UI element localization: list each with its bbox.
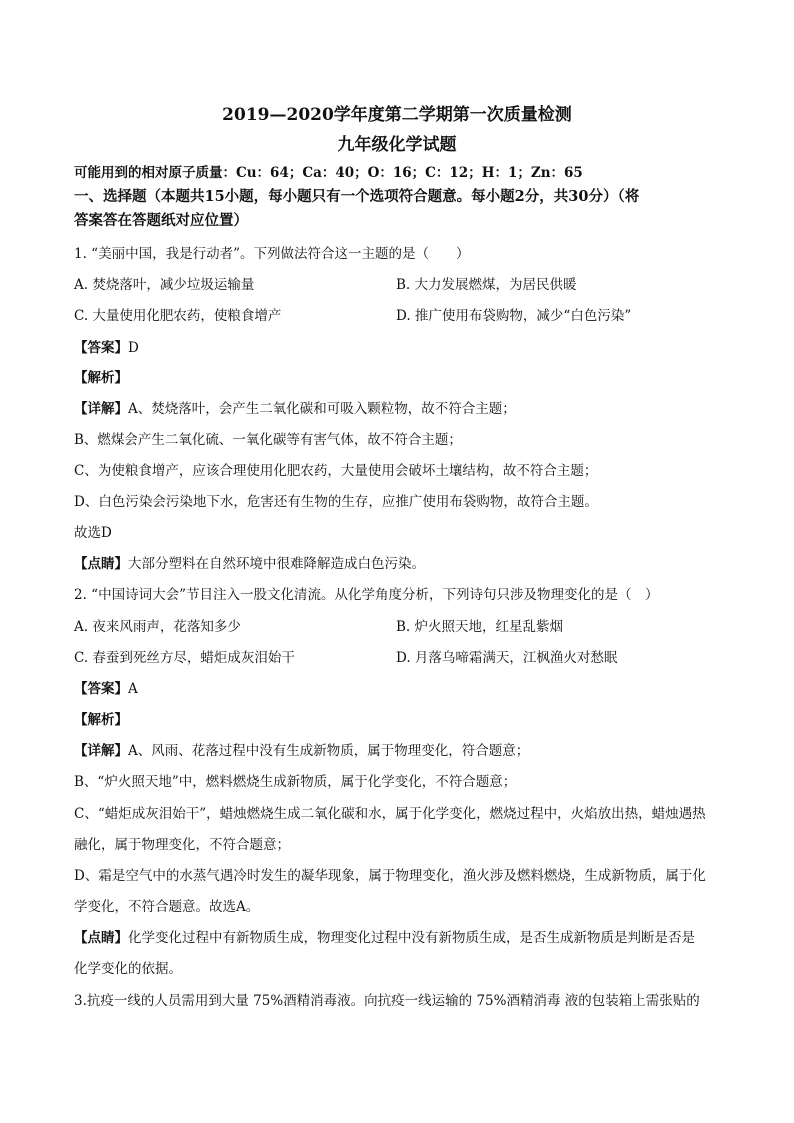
q2-stem: 2. “中国诗词大会”节目注入一股文化清流。从化学角度分析，下列诗句只涉及物理变化的是（ ） xyxy=(74,587,659,603)
section-heading-line1: 一、选择题（本题共15小题，每小题只有一个选项符合题意。每小题2分，共30分）（将 xyxy=(74,188,640,205)
detail-tag: 【详解】 xyxy=(74,401,128,417)
q1-detail-c: C、为使粮食增产，应该合理使用化肥农药，大量使用会破坏土壤结构，故不符合主题； xyxy=(74,463,598,479)
q2-answer xyxy=(74,679,734,699)
q1-detail-d: D、白色污染会污染地下水，危害还有生物的生存，应推广使用布袋购物，故符合主题。 xyxy=(74,494,598,510)
q2-note-line1 xyxy=(74,928,734,948)
note-tag: 【点睛】 xyxy=(74,930,128,946)
note-tag: 【点睛】 xyxy=(74,556,128,572)
q2-detail-a xyxy=(74,741,734,761)
detail-text: A、焚烧落叶，会产生二氧化碳和可吸入颗粒物，故不符合主题； xyxy=(128,401,516,417)
q1-conclusion: 故选D xyxy=(74,525,112,541)
atomic-masses: 可能用到的相对原子质量：Cu：64；Ca：40；O：16；C：12；H：1；Zn：65 xyxy=(74,165,583,181)
detail-text: A、风雨、花落过程中没有生成新物质，属于物理变化，符合题意； xyxy=(128,743,530,759)
note-text: 大部分塑料在自然环境中很难降解造成白色污染。 xyxy=(128,556,425,572)
q1-note xyxy=(74,554,734,574)
answer-tag: 【答案】 xyxy=(74,340,128,356)
q2-detail-d2: 学变化，不符合题意。故选A。 xyxy=(74,899,260,915)
q1-answer xyxy=(74,338,734,358)
note-text: 化学变化过程中有新物质生成，物理变化过程中没有新物质生成，是否生成新物质是判断是否是 xyxy=(128,930,695,946)
q3-stem: 3.抗疫一线的人员需用到大量 75%酒精消毒液。向抗疫一线运输的 75%酒精消毒 液的包装箱上需张贴的 xyxy=(74,993,700,1009)
q2-option-b: B. 炉火照天地，红星乱紫烟 xyxy=(396,619,564,635)
exam-title: 2019—2020学年度第二学期第一次质量检测 xyxy=(222,105,572,125)
answer-tag: 【答案】 xyxy=(74,681,128,697)
answer-value: A xyxy=(128,681,138,697)
q2-option-a: A. 夜来风雨声，花落知多少 xyxy=(74,619,241,635)
q1-detail-a xyxy=(74,399,734,419)
answer-value: D xyxy=(128,340,139,356)
q2-analysis-tag: 【解析】 xyxy=(74,712,128,728)
exam-subtitle: 九年级化学试题 xyxy=(337,135,457,155)
q2-detail-c1: C、“蜡炬成灰泪始干”，蜡烛燃烧生成二氧化碳和水，属于化学变化，燃烧过程中，火焰放出热，蜡烛遇热 xyxy=(74,806,706,822)
q1-option-d: D. 推广使用布袋购物，减少“白色污染” xyxy=(396,308,632,324)
q2-detail-d1: D、霜是空气中的水蒸气遇冷时发生的凝华现象，属于物理变化，渔火涉及燃料燃烧，生成新物质，属于化 xyxy=(74,868,706,884)
q1-analysis-tag: 【解析】 xyxy=(74,370,128,386)
detail-tag: 【详解】 xyxy=(74,743,128,759)
q1-detail-b: B、燃煤会产生二氧化硫、一氧化碳等有害气体，故不符合主题； xyxy=(74,432,462,448)
q1-option-b: B. 大力发展燃煤，为居民供暖 xyxy=(396,277,577,293)
q2-detail-c2: 融化，属于物理变化，不符合题意； xyxy=(74,837,290,853)
q1-stem: 1. “美丽中国，我是行动者”。下列做法符合这一主题的是（ ） xyxy=(74,246,470,262)
q2-detail-b: B、“炉火照天地”中，燃料燃烧生成新物质，属于化学变化，不符合题意； xyxy=(74,774,517,790)
q2-option-c: C. 春蚕到死丝方尽，蜡炬成灰泪始干 xyxy=(74,650,295,666)
section-heading-line2: 答案答在答题纸对应位置） xyxy=(74,212,248,229)
q1-option-a: A. 焚烧落叶，减少垃圾运输量 xyxy=(74,277,255,293)
q1-option-c: C. 大量使用化肥农药，使粮食增产 xyxy=(74,308,282,324)
q2-note-line2: 化学变化的依据。 xyxy=(74,961,182,977)
q2-option-d: D. 月落乌啼霜满天，江枫渔火对愁眠 xyxy=(396,650,618,666)
